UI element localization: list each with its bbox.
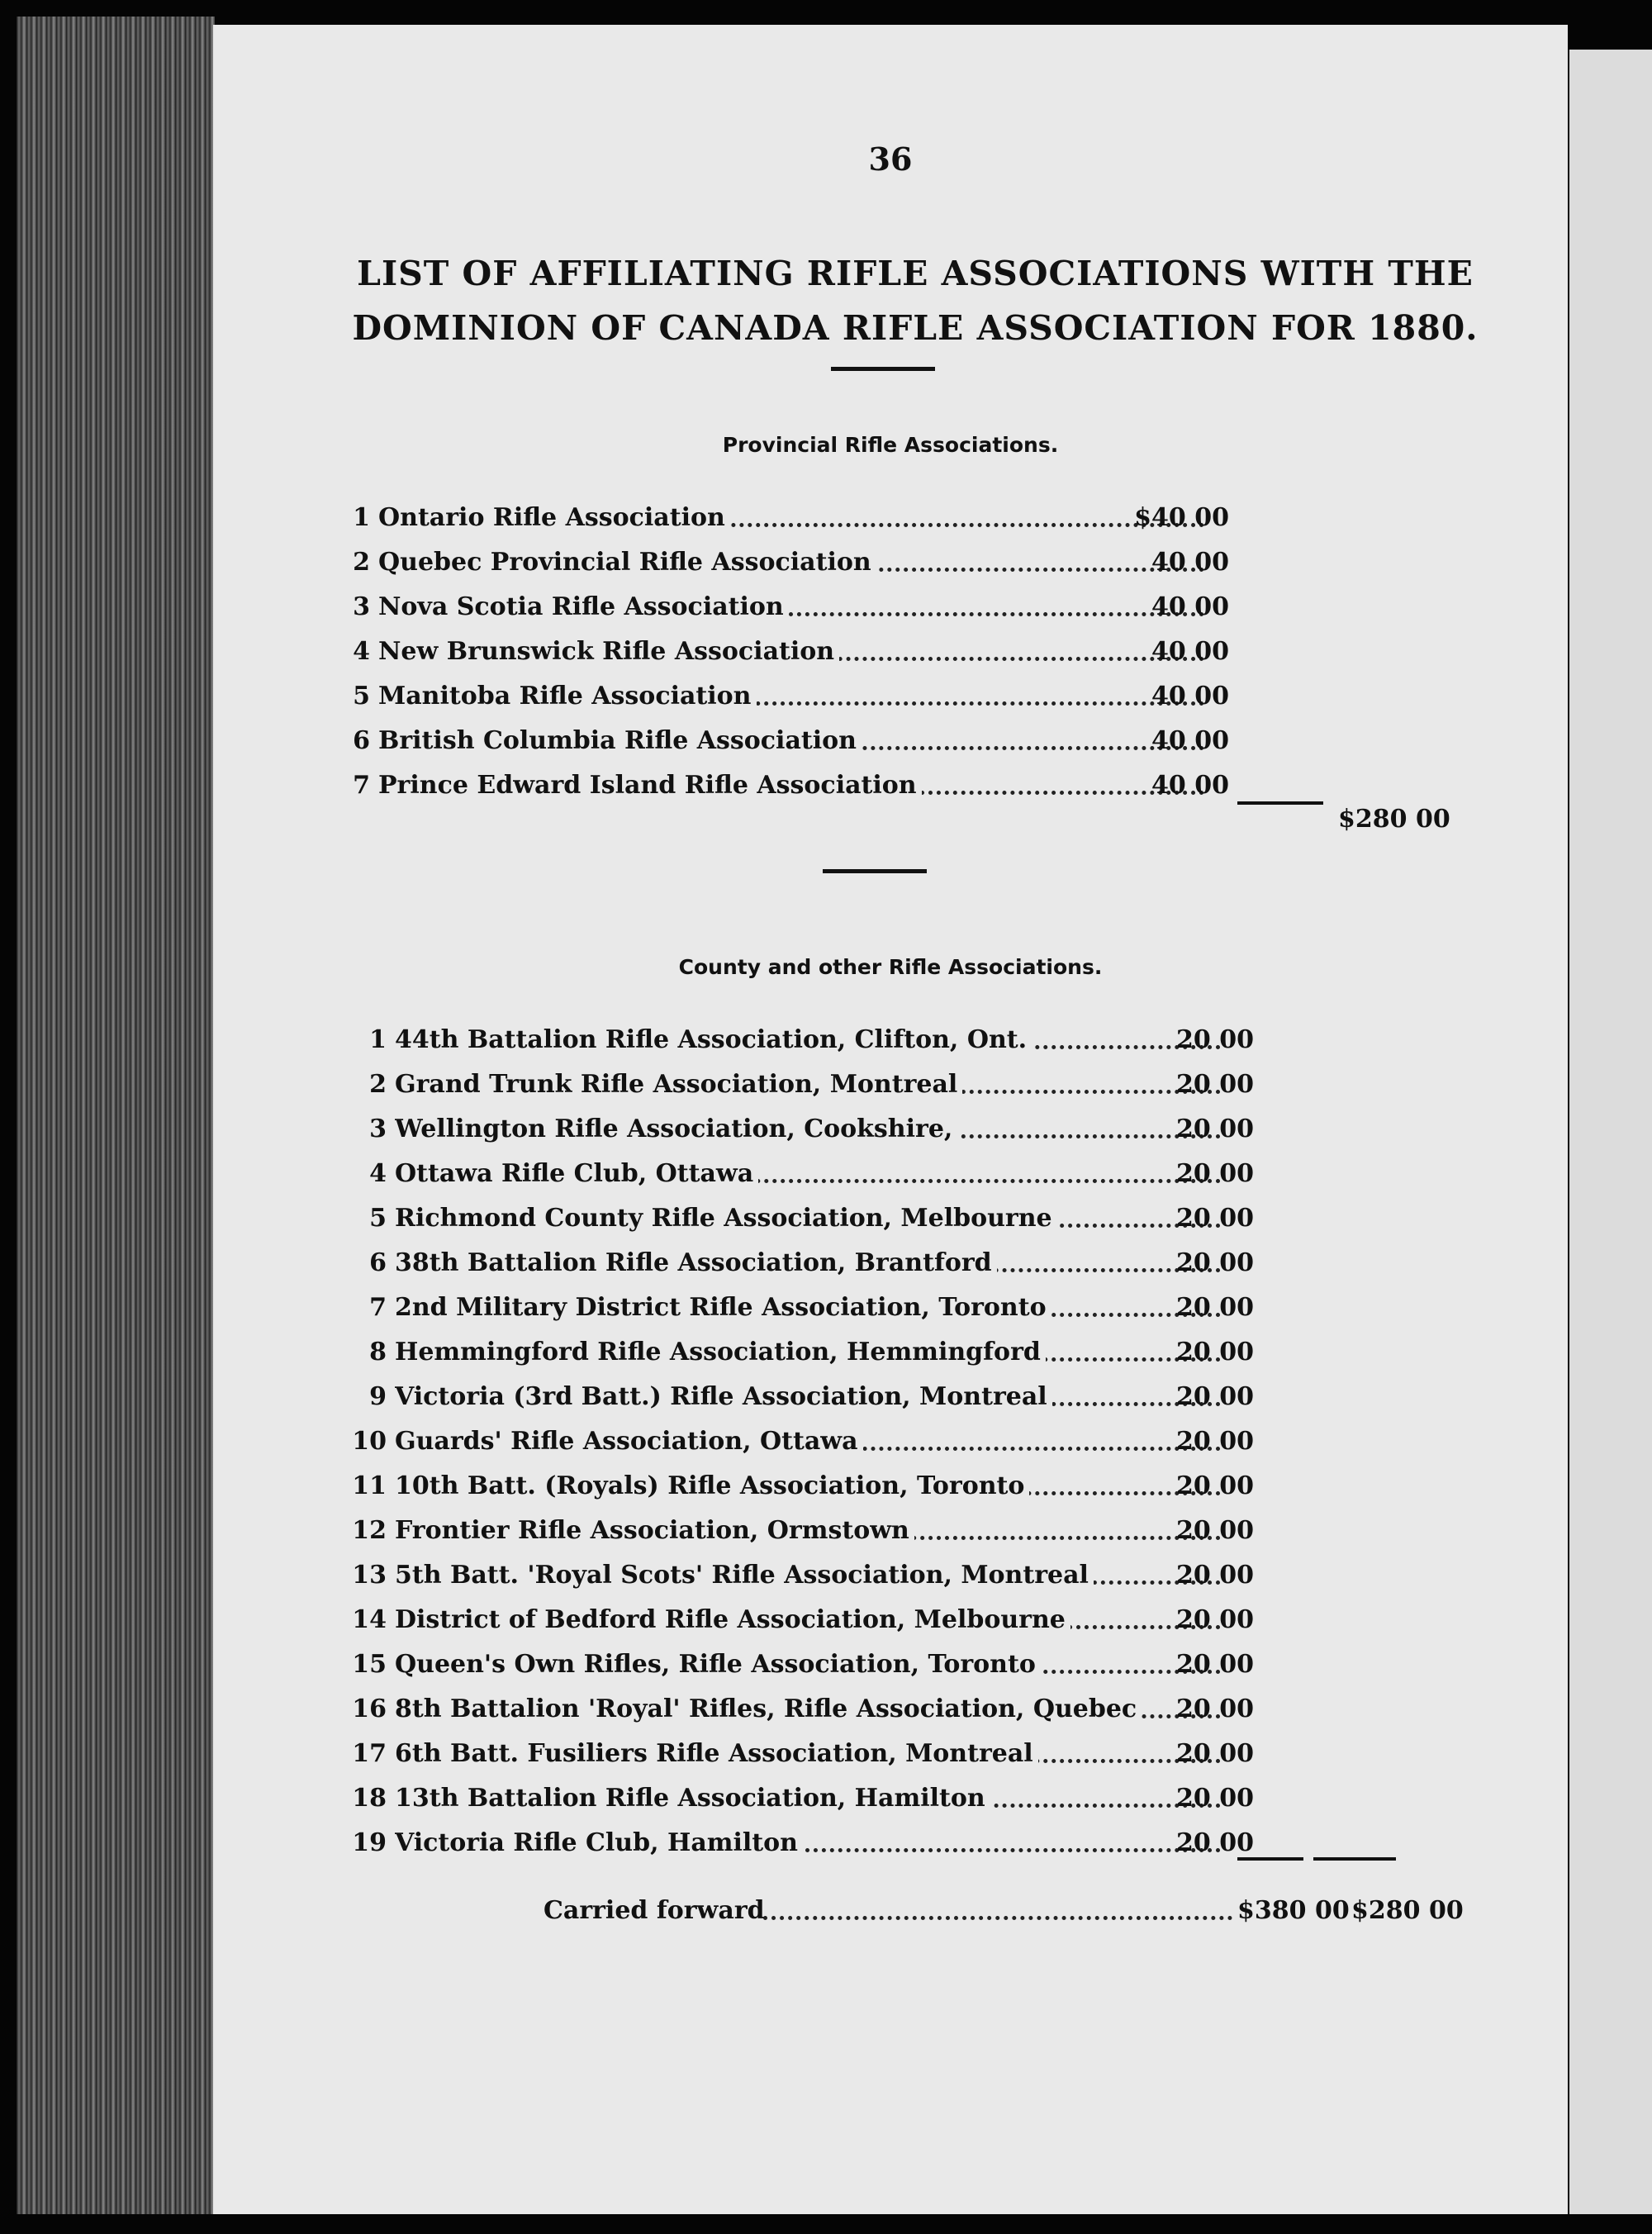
list-item xyxy=(213,1375,1568,1419)
association-name: Victoria Rifle Club, Hamilton xyxy=(395,1828,803,1857)
item-number: 2 xyxy=(369,1070,387,1099)
item-number: 10 xyxy=(352,1427,387,1456)
list-item xyxy=(213,1286,1568,1330)
list-item xyxy=(213,1419,1568,1464)
title-divider xyxy=(831,367,935,371)
item-leader xyxy=(378,585,1204,630)
amount: 40 00 xyxy=(1151,592,1229,621)
item-leader xyxy=(395,1687,1221,1732)
item-leader xyxy=(395,1375,1221,1419)
amount: 20 00 xyxy=(1176,1293,1254,1322)
amount: 20 00 xyxy=(1176,1695,1254,1723)
list-item xyxy=(213,1553,1568,1598)
title-line-1: LIST OF AFFILIATING RIFLE ASSOCIATIONS WITH THE xyxy=(357,254,1474,293)
association-name: Ontario Rifle Association xyxy=(378,503,730,532)
association-name: Guards' Rifle Association, Ottawa xyxy=(395,1427,863,1456)
item-leader xyxy=(395,1598,1221,1642)
amount: 20 00 xyxy=(1176,1828,1254,1857)
amount: 20 00 xyxy=(1176,1070,1254,1099)
provincial-total-rule xyxy=(1313,1857,1396,1861)
item-leader xyxy=(395,1642,1221,1687)
item-number: 5 xyxy=(369,1204,387,1233)
item-leader xyxy=(378,719,1204,763)
item-number: 17 xyxy=(352,1739,387,1768)
item-number: 2 xyxy=(353,548,370,577)
facing-page-edge xyxy=(1569,50,1652,2214)
association-name: Grand Trunk Rifle Association, Montreal xyxy=(395,1070,962,1099)
list-item xyxy=(213,496,1568,540)
list-item xyxy=(213,1241,1568,1286)
item-leader xyxy=(395,1821,1221,1866)
association-name: 6th Batt. Fusiliers Rifle Association, Montreal xyxy=(395,1739,1038,1768)
amount: 20 00 xyxy=(1176,1382,1254,1411)
item-number: 9 xyxy=(369,1382,387,1411)
item-leader xyxy=(395,1464,1221,1509)
amount: 20 00 xyxy=(1176,1650,1254,1679)
item-leader xyxy=(395,1732,1221,1776)
county-heading: County and other Rifle Associations. xyxy=(678,955,1103,979)
item-number: 4 xyxy=(369,1159,387,1188)
association-name: Prince Edward Island Rifle Association xyxy=(378,771,922,800)
item-number: 13 xyxy=(352,1561,387,1590)
item-number: 16 xyxy=(352,1695,387,1723)
provincial-subtotal: $280 00 xyxy=(1338,805,1450,834)
list-item xyxy=(213,540,1568,585)
association-name: Queen's Own Rifles, Rifle Association, Toronto xyxy=(395,1650,1041,1679)
item-leader xyxy=(395,1286,1221,1330)
list-item xyxy=(213,1018,1568,1062)
item-leader xyxy=(395,1152,1221,1196)
amount: 20 00 xyxy=(1176,1338,1254,1367)
association-name: Quebec Provincial Rifle Association xyxy=(378,548,876,577)
item-leader xyxy=(395,1330,1221,1375)
item-leader xyxy=(395,1509,1221,1553)
page-title xyxy=(312,246,1518,355)
amount: 20 00 xyxy=(1176,1248,1254,1277)
item-number: 1 xyxy=(369,1025,387,1054)
section-divider xyxy=(823,869,927,873)
list-item xyxy=(213,1062,1568,1107)
item-leader xyxy=(378,763,1204,808)
amount: 40 00 xyxy=(1151,726,1229,755)
association-name: Wellington Rifle Association, Cookshire, xyxy=(395,1115,957,1143)
amount: 40 00 xyxy=(1151,548,1229,577)
list-item xyxy=(213,1330,1568,1375)
item-leader xyxy=(395,1553,1221,1598)
list-item xyxy=(213,1642,1568,1687)
carried-forward-row xyxy=(544,1889,1535,1933)
provincial-subtotal-rule xyxy=(1237,801,1323,805)
list-item xyxy=(213,1732,1568,1776)
item-leader xyxy=(395,1062,1221,1107)
item-leader xyxy=(395,1196,1221,1241)
document-page xyxy=(213,25,1568,2214)
list-item xyxy=(213,1107,1568,1152)
item-number: 14 xyxy=(352,1605,387,1634)
item-number: 15 xyxy=(352,1650,387,1679)
association-name: Frontier Rifle Association, Ormstown xyxy=(395,1516,914,1545)
item-number: 19 xyxy=(352,1828,387,1857)
list-item xyxy=(213,1687,1568,1732)
amount: 20 00 xyxy=(1176,1159,1254,1188)
amount: 40 00 xyxy=(1151,682,1229,711)
page-number: 36 xyxy=(868,140,913,178)
carried-forward-dots xyxy=(763,1889,1232,1933)
item-number: 11 xyxy=(352,1471,387,1500)
amount: $40 00 xyxy=(1134,503,1229,532)
item-number: 18 xyxy=(352,1784,387,1813)
amount: 20 00 xyxy=(1176,1784,1254,1813)
list-item xyxy=(213,1509,1568,1553)
title-line-2: DOMINION OF CANADA RIFLE ASSOCIATION FOR 1880. xyxy=(352,308,1479,348)
list-item xyxy=(213,1464,1568,1509)
amount: 20 00 xyxy=(1176,1115,1254,1143)
county-total-rule xyxy=(1237,1857,1303,1861)
item-leader xyxy=(378,496,1204,540)
list-item xyxy=(213,674,1568,719)
association-name: British Columbia Rifle Association xyxy=(378,726,862,755)
list-item xyxy=(213,1598,1568,1642)
association-name: 44th Battalion Rifle Association, Clifton, Ont. xyxy=(395,1025,1032,1054)
item-number: 4 xyxy=(353,637,370,666)
amount: 20 00 xyxy=(1176,1516,1254,1545)
provincial-heading: Provincial Rifle Associations. xyxy=(722,433,1059,457)
item-number: 12 xyxy=(352,1516,387,1545)
item-number: 5 xyxy=(353,682,370,711)
association-name: Richmond County Rifle Association, Melbourne xyxy=(395,1204,1057,1233)
item-number: 7 xyxy=(369,1293,387,1322)
association-name: 8th Battalion 'Royal' Rifles, Rifle Association, Quebec xyxy=(395,1695,1142,1723)
item-leader xyxy=(378,540,1204,585)
carried-forward-label: Carried forward xyxy=(544,1896,765,1925)
amount: 20 00 xyxy=(1176,1025,1254,1054)
item-number: 7 xyxy=(353,771,370,800)
amount: 40 00 xyxy=(1151,771,1229,800)
list-item xyxy=(213,585,1568,630)
item-leader xyxy=(378,630,1204,674)
list-item xyxy=(213,1776,1568,1821)
book-page-edges xyxy=(17,17,215,2214)
item-number: 1 xyxy=(353,503,370,532)
carried-forward-county-total: $380 00 xyxy=(1237,1896,1350,1925)
association-name: Ottawa Rifle Club, Ottawa xyxy=(395,1159,758,1188)
item-leader xyxy=(395,1107,1221,1152)
item-number: 3 xyxy=(353,592,370,621)
amount: 20 00 xyxy=(1176,1739,1254,1768)
association-name: Hemmingford Rifle Association, Hemmingford xyxy=(395,1338,1046,1367)
list-item xyxy=(213,763,1568,808)
amount: 20 00 xyxy=(1176,1427,1254,1456)
list-item xyxy=(213,1196,1568,1241)
item-number: 6 xyxy=(369,1248,387,1277)
item-leader xyxy=(395,1018,1221,1062)
association-name: New Brunswick Rifle Association xyxy=(378,637,839,666)
item-leader xyxy=(395,1776,1221,1821)
list-item xyxy=(213,630,1568,674)
amount: 20 00 xyxy=(1176,1471,1254,1500)
association-name: 13th Battalion Rifle Association, Hamilton xyxy=(395,1784,990,1813)
association-name: 10th Batt. (Royals) Rifle Association, Toronto xyxy=(395,1471,1029,1500)
item-number: 8 xyxy=(369,1338,387,1367)
association-name: 5th Batt. 'Royal Scots' Rifle Association, Montreal xyxy=(395,1561,1094,1590)
association-name: Manitoba Rifle Association xyxy=(378,682,757,711)
list-item xyxy=(213,1152,1568,1196)
association-name: 38th Battalion Rifle Association, Brantford xyxy=(395,1248,997,1277)
amount: 20 00 xyxy=(1176,1204,1254,1233)
amount: 20 00 xyxy=(1176,1605,1254,1634)
association-name: District of Bedford Rifle Association, Melbourne xyxy=(395,1605,1070,1634)
association-name: Victoria (3rd Batt.) Rifle Association, Montreal xyxy=(395,1382,1052,1411)
item-number: 6 xyxy=(353,726,370,755)
association-name: 2nd Military District Rifle Association, Toronto xyxy=(395,1293,1051,1322)
item-leader xyxy=(395,1241,1221,1286)
amount: 20 00 xyxy=(1176,1561,1254,1590)
item-leader xyxy=(378,674,1204,719)
item-number: 3 xyxy=(369,1115,387,1143)
association-name: Nova Scotia Rifle Association xyxy=(378,592,789,621)
amount: 40 00 xyxy=(1151,637,1229,666)
list-item xyxy=(213,719,1568,763)
item-leader xyxy=(395,1419,1221,1464)
carried-forward-provincial-total: $280 00 xyxy=(1351,1896,1464,1925)
